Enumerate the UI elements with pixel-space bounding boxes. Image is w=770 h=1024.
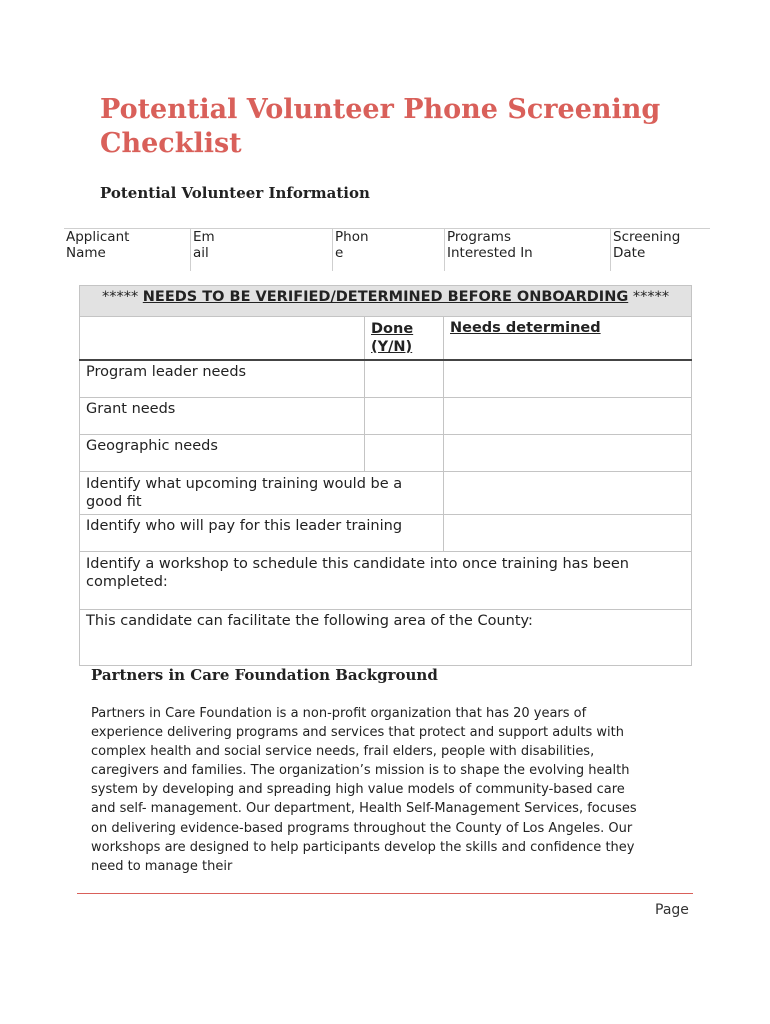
email-label: Em ail <box>193 229 215 261</box>
training-payer-answer-cell[interactable] <box>444 514 692 551</box>
training-row <box>80 471 692 514</box>
training-fit-answer-cell[interactable] <box>444 471 692 514</box>
checklist-row <box>80 434 692 471</box>
email-field[interactable] <box>190 229 333 271</box>
column-header-row <box>80 317 692 361</box>
phone-label: Phon e <box>335 229 369 261</box>
workshop-row[interactable] <box>80 551 692 609</box>
background-title: Partners in Care Foundation Background <box>91 666 438 684</box>
section-title-volunteer-info: Potential Volunteer Information <box>100 184 370 202</box>
checklist-row <box>80 397 692 434</box>
document-title: Potential Volunteer Phone Screening Checklist <box>100 94 661 159</box>
onboarding-checklist-table <box>79 285 692 666</box>
page-label: Page <box>655 902 689 918</box>
done-column-label: Done (Y/N) <box>371 321 414 355</box>
needs-column-label: Needs determined <box>450 320 601 336</box>
workshop-label: Identify a workshop to schedule this candidate into once training has been completed: <box>80 551 692 609</box>
header-prefix: ***** <box>101 289 143 305</box>
facilitate-label: This candidate can facilitate the following area of the County: <box>80 609 692 665</box>
checklist-row <box>80 360 692 397</box>
programs-field[interactable] <box>444 229 612 271</box>
grant-needs-cell[interactable] <box>444 397 692 434</box>
facilitate-row[interactable] <box>80 609 692 665</box>
row-label: Grant needs <box>80 397 365 434</box>
phone-field[interactable] <box>332 229 445 271</box>
header-text: NEEDS TO BE VERIFIED/DETERMINED BEFORE ONBOARDING <box>142 289 629 305</box>
training-fit-label: Identify what upcoming training would be a good fit <box>80 471 444 514</box>
checklist-header <box>80 286 692 317</box>
screening-date-label: Screening Date <box>613 229 681 261</box>
geographic-done-cell[interactable] <box>365 434 444 471</box>
applicant-name-label: Applicant Name <box>66 229 130 261</box>
header-suffix: ***** <box>628 289 670 305</box>
screening-date-field[interactable] <box>610 229 709 271</box>
done-column-header <box>365 317 444 361</box>
grant-done-cell[interactable] <box>365 397 444 434</box>
training-row <box>80 514 692 551</box>
background-paragraph: Partners in Care Foundation is a non-profit organization that has 20 years of experience delivering programs and services that protect and support adults with complex health and social service needs, frail elders, people with disabilities, caregivers and families. The organization’s mission is to shape the evolving health system by developing and spreading high value models of community-based care and self- management. Our department, Health Self-Management Services, focuses on delivering evidence-based programs throughout the County of Los Angeles. Our workshops are designed to help participants develop the skills and confidence they need to manage their <box>91 706 637 874</box>
needs-column-header <box>444 317 692 361</box>
program-leader-done-cell[interactable] <box>365 360 444 397</box>
program-leader-needs-cell[interactable] <box>444 360 692 397</box>
checklist-header-row <box>80 286 692 317</box>
row-label: Program leader needs <box>80 360 365 397</box>
footer-divider <box>77 893 693 894</box>
applicant-name-field[interactable] <box>64 229 191 271</box>
empty-header-cell <box>80 317 365 361</box>
geographic-needs-cell[interactable] <box>444 434 692 471</box>
row-label: Geographic needs <box>80 434 365 471</box>
volunteer-info-row <box>64 228 710 273</box>
programs-label: Programs Interested In <box>447 229 533 261</box>
training-payer-label: Identify who will pay for this leader training <box>80 514 444 551</box>
